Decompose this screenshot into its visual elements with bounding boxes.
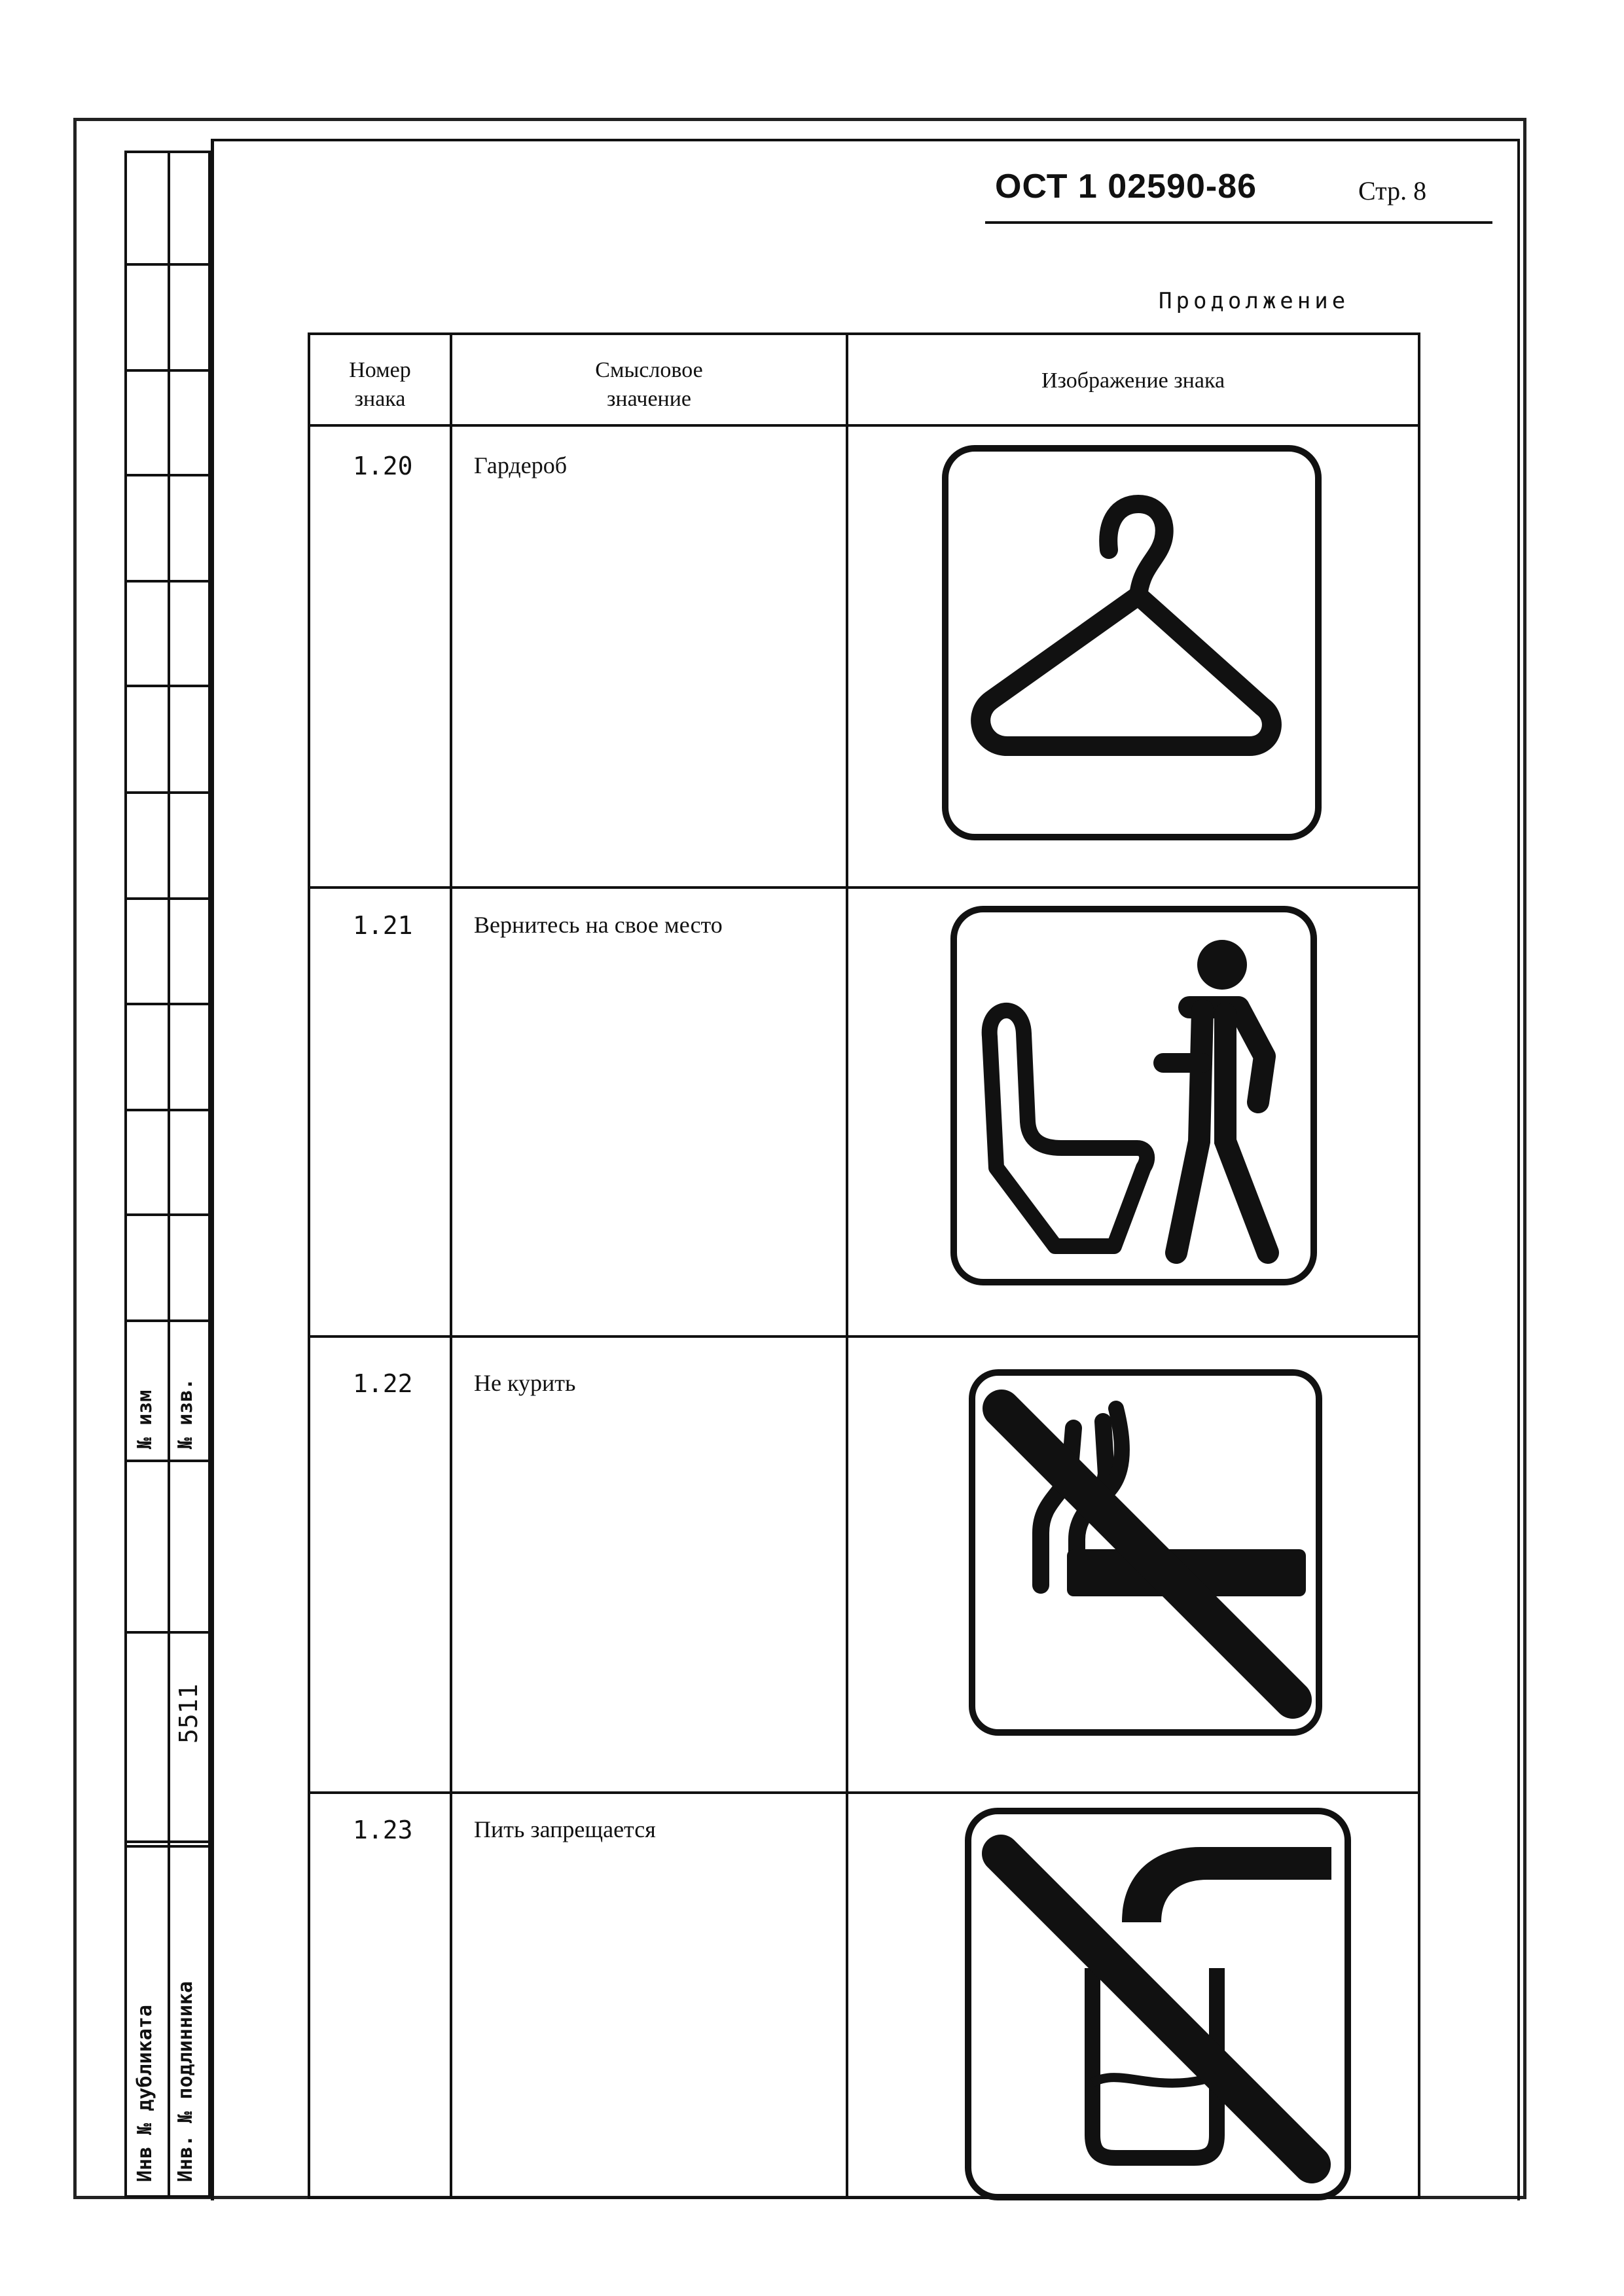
izm-label: № изм xyxy=(134,1390,156,1449)
sign-meaning: Гардероб xyxy=(474,452,568,478)
header-rule xyxy=(985,221,1492,224)
row-rule xyxy=(310,1335,1418,1338)
continuation-label: Продолжение xyxy=(1159,288,1350,314)
side-cell-rule xyxy=(127,685,211,687)
column-header-meaning-line2: значение xyxy=(606,387,692,411)
column-divider xyxy=(846,335,848,2197)
side-cell-rule xyxy=(127,1460,211,1462)
column-header-image: Изображение знака xyxy=(1041,368,1225,393)
signs-table xyxy=(308,332,1420,2199)
side-cell-rule xyxy=(127,1003,211,1005)
sign-meaning: Не курить xyxy=(474,1370,576,1396)
side-cell-rule xyxy=(127,1213,211,1216)
coat-hanger-icon xyxy=(942,445,1322,840)
original-label: Инв. № подлинника xyxy=(174,1981,197,2182)
duplicate-label: Инв № дубликата xyxy=(134,2005,156,2182)
sign-number: 1.20 xyxy=(353,452,413,480)
side-strip xyxy=(124,151,211,2198)
column-header-meaning-line1: Смысловое xyxy=(595,358,703,382)
sign-number: 1.23 xyxy=(353,1816,413,1844)
side-cell-rule xyxy=(127,1840,211,1843)
sign-number: 1.22 xyxy=(353,1369,413,1398)
return-to-seat-icon xyxy=(950,906,1317,1285)
header-row-rule xyxy=(310,424,1418,427)
column-header-meaning xyxy=(452,356,846,414)
side-cell-rule xyxy=(127,474,211,476)
sign-meaning: Вернитесь на свое место xyxy=(474,912,723,938)
side-cell-rule xyxy=(127,263,211,266)
original-number: 5511 xyxy=(174,1683,203,1744)
side-cell-rule xyxy=(127,791,211,794)
sign-number: 1.21 xyxy=(353,911,413,940)
row-rule xyxy=(310,1791,1418,1794)
no-smoking-icon xyxy=(969,1369,1322,1736)
column-header-number-line1: Номер xyxy=(349,358,411,382)
no-drinking-icon xyxy=(965,1808,1351,2200)
column-divider xyxy=(450,335,452,2197)
row-rule xyxy=(310,886,1418,889)
izv-label: № изв. xyxy=(174,1378,197,1449)
document-code: ОСТ 1 02590-86 xyxy=(995,168,1257,206)
column-header-number-line2: знака xyxy=(354,387,406,411)
side-cell-rule xyxy=(127,1631,211,1634)
side-cell-rule xyxy=(127,369,211,372)
side-cell-rule xyxy=(127,897,211,900)
side-cell-rule xyxy=(127,580,211,583)
side-cell-rule xyxy=(127,1319,211,1322)
page-number: Стр. 8 xyxy=(1358,176,1427,206)
side-strip-divider xyxy=(168,153,170,2198)
side-cell-rule xyxy=(127,1109,211,1111)
side-cell-rule xyxy=(127,1845,211,1848)
sign-meaning: Пить запрещается xyxy=(474,1816,656,1842)
column-header-number xyxy=(310,356,450,414)
